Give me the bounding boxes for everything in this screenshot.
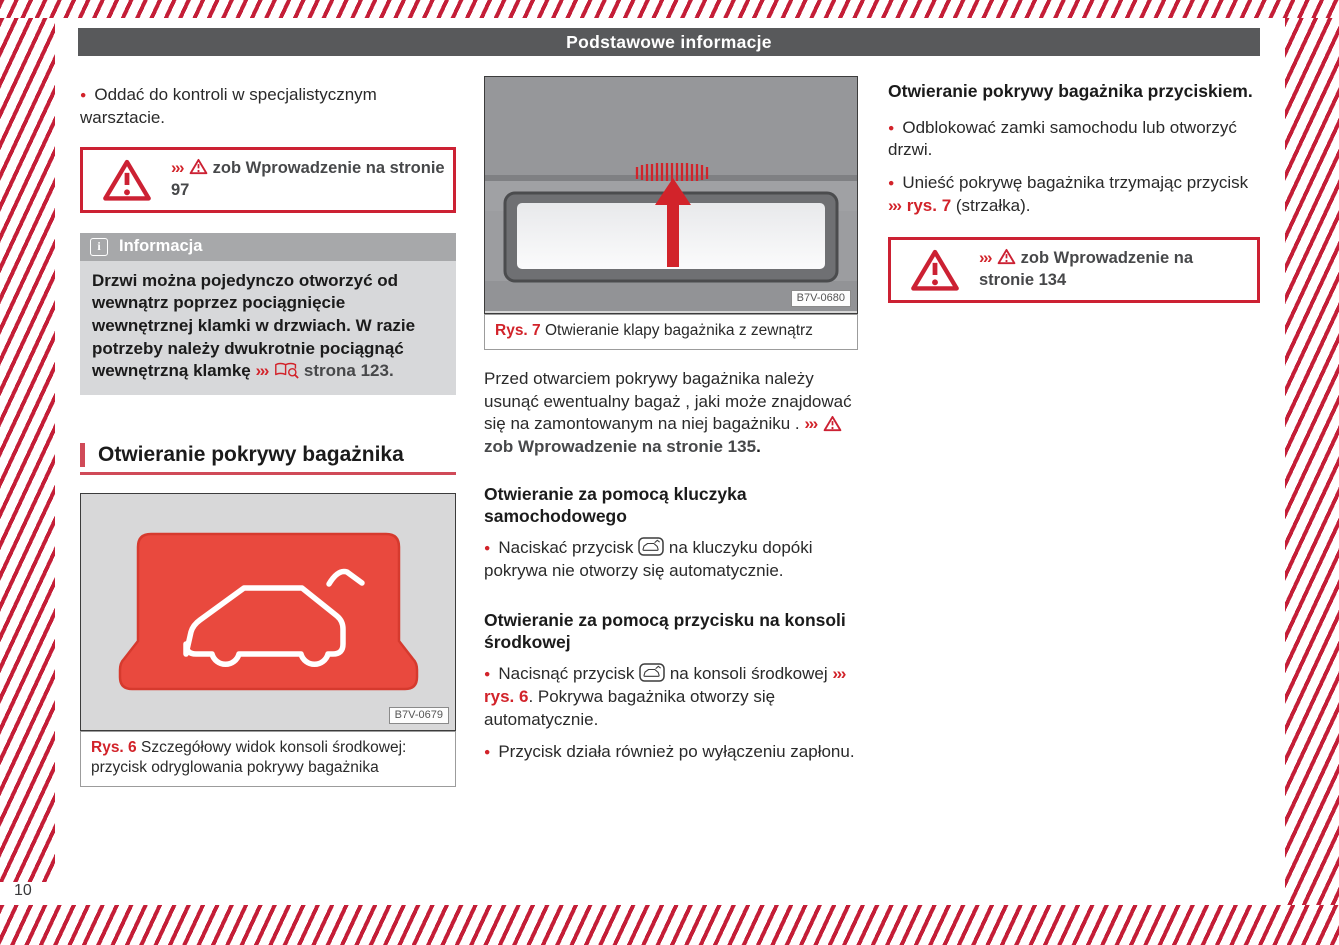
text-segment: . Pokrywa bagażnika otworzy się automatycznie. (484, 686, 776, 729)
info-icon: i (90, 238, 108, 256)
bullet-lift-lid (888, 172, 1260, 217)
figure-7 (484, 76, 858, 314)
text-segment: na konsoli środkowej (665, 664, 833, 684)
subheading-console-button: Otwieranie za pomocą przycisku na konsoli środkowej (484, 609, 846, 652)
warning-box-97 (80, 147, 456, 213)
middle-column (484, 70, 858, 764)
figure-6-caption (80, 731, 456, 787)
intro-bullet (80, 84, 456, 129)
figure-6-tag: B7V-0679 (389, 707, 449, 724)
text-segment: zob Wprowadzenie na stronie 134 (979, 249, 1194, 289)
warning-triangle-icon (891, 247, 979, 293)
heading-open-with-button: Otwieranie pokrywy bagażnika przyciskiem. (888, 81, 1253, 101)
border-stripes-right (1285, 18, 1339, 905)
warning-text (979, 240, 1257, 300)
text-segment: rys. 7 (906, 195, 952, 215)
subheading-key-opening: Otwieranie za pomocą kluczyka samochodowego (484, 483, 747, 526)
figure-7-tag: B7V-0680 (791, 290, 851, 307)
text-segment: na kluczyku dopóki pokrywa nie otworzy się automatycznie. (484, 538, 813, 580)
border-stripes-top (0, 0, 1339, 18)
text-segment: Oddać do kontroli w specjalistycznym warsztacie. (80, 85, 377, 127)
book-search-icon (274, 361, 299, 380)
warning-box-134 (888, 237, 1260, 303)
text-segment: Rys. 7 (495, 322, 541, 339)
border-stripes-bottom (0, 905, 1339, 945)
trunk-release-button-icon (639, 664, 665, 683)
text-segment: rys. 6 (484, 686, 529, 706)
bullet-ignition-off (484, 741, 858, 764)
text-segment: Przycisk działa również po wyłączeniu zapłonu. (498, 742, 855, 762)
text-segment: ››› (888, 195, 904, 215)
text-segment: zob Wprowadzenie na stronie 135 (484, 436, 757, 456)
text-segment: ››› (832, 664, 845, 684)
text-segment: zob Wprowadzenie na stronie 97 (171, 159, 445, 199)
section-heading-text: Otwieranie pokrywy bagażnika (80, 443, 404, 467)
text-segment: (strzałka). (951, 195, 1031, 215)
warning-text (171, 150, 453, 210)
warning-triangle-icon (83, 157, 171, 203)
section-heading (80, 443, 456, 475)
chapter-title: Podstawowe informacje (566, 31, 772, 52)
trunk-release-button-illustration (81, 494, 455, 728)
text-segment: Otwieranie klapy bagażnika z zewnątrz (540, 322, 813, 339)
text-segment: Rys. 6 (91, 738, 137, 756)
chapter-header-bar (78, 28, 1260, 56)
text-segment: Szczegółowy widok konsoli środkowej: przycisk odryglowania pokrywy bagażnika (91, 738, 407, 777)
warn-triangle-small-icon (189, 159, 208, 177)
text-segment: Przed otwarciem pokrywy bagażnika należy usunąć ewentualny bagaż , jaki może znajdować się na zamontowanym na niej bagażniku . (484, 369, 852, 434)
right-column (888, 70, 1260, 303)
text-segment: ››› (979, 249, 995, 268)
figure-7-caption (484, 314, 858, 350)
text-segment: ››› (804, 414, 821, 434)
bullet-key-opening (484, 537, 858, 582)
warn-triangle-small-icon (997, 249, 1016, 267)
warn-triangle-small-icon (823, 414, 842, 433)
text-segment: Unieść pokrywę bagażnika trzymając przycisk (902, 172, 1249, 192)
info-box-header (80, 233, 456, 261)
figure-6 (80, 493, 456, 731)
border-stripes-left (0, 18, 55, 882)
bullet-unlock-car (888, 117, 1260, 162)
bullet-console-press (484, 663, 858, 731)
pre-opening-paragraph (484, 368, 858, 458)
page-number: 10 (14, 882, 32, 899)
trunk-release-button-icon (638, 538, 664, 557)
tailgate-opening-illustration (485, 77, 857, 311)
text-segment: strona 123. (299, 361, 394, 381)
text-segment: . (756, 436, 761, 456)
left-column (80, 70, 456, 787)
text-segment: Nacisnąć przycisk (498, 664, 640, 684)
text-segment: ››› (171, 159, 187, 178)
text-segment: ››› (255, 361, 272, 381)
info-box-body (80, 261, 456, 395)
text-segment: Naciskać przycisk (498, 538, 639, 558)
text-segment: Drzwi można pojedynczo otworzyć od wewnątrz poprzez pociągnięcie wewnętrznej klamki w drzwiach. W razie potrzeby należy dwukrotnie pociągnąć wewnętrzną klamkę (92, 270, 416, 381)
info-box-title: Informacja (119, 237, 203, 256)
text-segment: Odblokować zamki samochodu lub otworzyć drzwi. (888, 117, 1237, 160)
info-box (80, 233, 456, 395)
